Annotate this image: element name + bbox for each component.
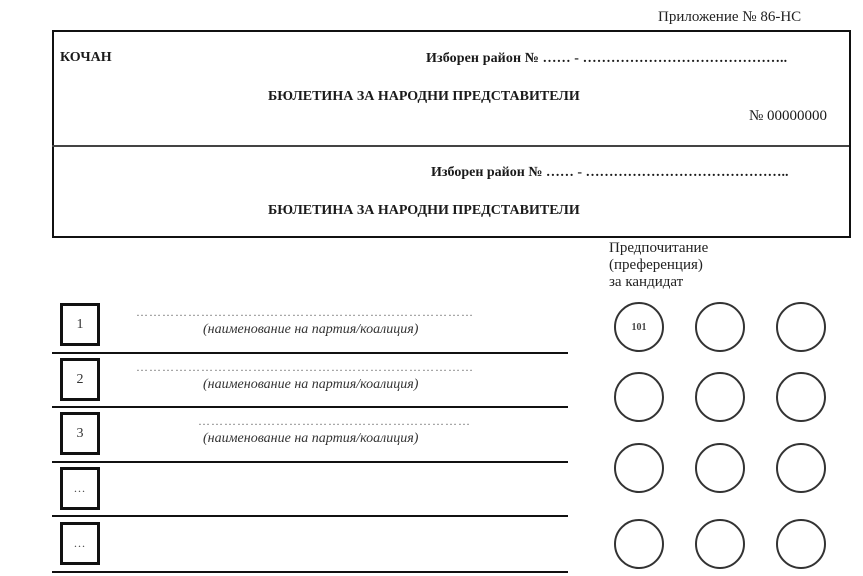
preference-circle[interactable]	[695, 519, 745, 569]
preference-circle[interactable]	[695, 372, 745, 422]
appendix-label: Приложение № 86-НС	[658, 9, 802, 25]
preference-label-line: за кандидат	[609, 274, 684, 290]
party-5-checkbox[interactable]: …	[60, 522, 100, 565]
stub-perforation-divider	[52, 145, 849, 147]
party-1-caption: (наименование на партия/коалиция)	[203, 322, 419, 337]
row-separator	[52, 571, 568, 573]
preference-circle[interactable]	[695, 443, 745, 493]
preference-circle[interactable]	[614, 519, 664, 569]
stub-title: БЮЛЕТИНА ЗА НАРОДНИ ПРЕДСТАВИТЕЛИ	[268, 89, 580, 104]
row-separator	[52, 515, 568, 517]
party-3-name-line: ………………………………………………………	[198, 414, 471, 428]
ballot-title: БЮЛЕТИНА ЗА НАРОДНИ ПРЕДСТАВИТЕЛИ	[268, 203, 580, 218]
preference-circle[interactable]	[614, 443, 664, 493]
party-1-checkbox[interactable]: 1	[60, 303, 100, 346]
preference-circle[interactable]	[776, 372, 826, 422]
preference-label	[609, 240, 708, 291]
ballot-district-line: Изборен район № …… - ……………………………………..	[431, 165, 789, 180]
stub-serial-number: № 00000000	[749, 108, 828, 124]
stub-district-line: Изборен район № …… - ……………………………………..	[426, 51, 788, 66]
party-2-caption: (наименование на партия/коалиция)	[203, 377, 419, 392]
preference-circle[interactable]	[695, 302, 745, 352]
party-3-checkbox[interactable]: 3	[60, 412, 100, 455]
preference-label-line: (преференция)	[609, 257, 703, 273]
row-separator	[52, 352, 568, 354]
party-4-checkbox[interactable]: …	[60, 467, 100, 510]
row-separator	[52, 406, 568, 408]
preference-label-line: Предпочитание	[609, 240, 709, 256]
preference-circle[interactable]	[776, 519, 826, 569]
party-2-name-line: ……………………………………………………………………	[136, 360, 474, 374]
preference-circle[interactable]	[776, 443, 826, 493]
stub-label: КОЧАН	[60, 50, 112, 65]
party-1-name-line: ……………………………………………………………………	[136, 305, 474, 319]
party-2-checkbox[interactable]: 2	[60, 358, 100, 401]
preference-circle-101[interactable]: 101	[614, 302, 664, 352]
row-separator	[52, 461, 568, 463]
preference-circle[interactable]	[776, 302, 826, 352]
party-3-caption: (наименование на партия/коалиция)	[203, 431, 419, 446]
preference-circle[interactable]	[614, 372, 664, 422]
